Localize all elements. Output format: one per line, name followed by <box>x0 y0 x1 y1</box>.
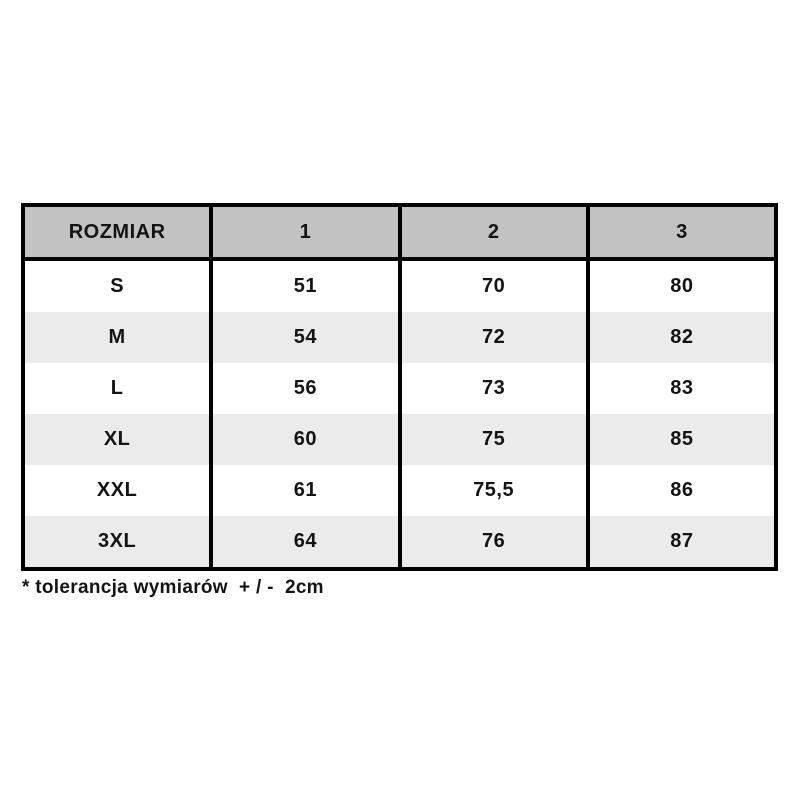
measurement-value: 82 <box>588 312 776 363</box>
header-cell-measure-1: 1 <box>211 205 399 259</box>
header-cell-measure-3: 3 <box>588 205 776 259</box>
table-row-m <box>23 312 776 363</box>
table-row-s <box>23 259 776 312</box>
table-row-xl <box>23 414 776 465</box>
table-row-xxl <box>23 465 776 516</box>
measurement-value: 70 <box>400 259 588 312</box>
measurement-value: 83 <box>588 363 776 414</box>
measurement-value: 75,5 <box>400 465 588 516</box>
measurement-value: 86 <box>588 465 776 516</box>
measurement-value: 85 <box>588 414 776 465</box>
measurement-value: 73 <box>400 363 588 414</box>
table-row-3xl <box>23 516 776 569</box>
measurement-value: 60 <box>211 414 399 465</box>
size-label: L <box>23 363 211 414</box>
measurement-value: 54 <box>211 312 399 363</box>
measurement-value: 51 <box>211 259 399 312</box>
table-row-l <box>23 363 776 414</box>
measurement-value: 75 <box>400 414 588 465</box>
measurement-value: 72 <box>400 312 588 363</box>
table-header-row <box>23 205 776 259</box>
header-cell-measure-2: 2 <box>400 205 588 259</box>
measurement-value: 80 <box>588 259 776 312</box>
size-label: XXL <box>23 465 211 516</box>
size-chart-table <box>21 203 778 571</box>
measurement-value: 56 <box>211 363 399 414</box>
header-cell-rozmiar: ROZMIAR <box>23 205 211 259</box>
measurement-value: 61 <box>211 465 399 516</box>
size-label: XL <box>23 414 211 465</box>
measurement-value: 64 <box>211 516 399 569</box>
size-label: 3XL <box>23 516 211 569</box>
measurement-value: 76 <box>400 516 588 569</box>
size-label: S <box>23 259 211 312</box>
size-label: M <box>23 312 211 363</box>
tolerance-footnote: * tolerancja wymiarów + / - 2cm <box>22 577 324 598</box>
measurement-value: 87 <box>588 516 776 569</box>
